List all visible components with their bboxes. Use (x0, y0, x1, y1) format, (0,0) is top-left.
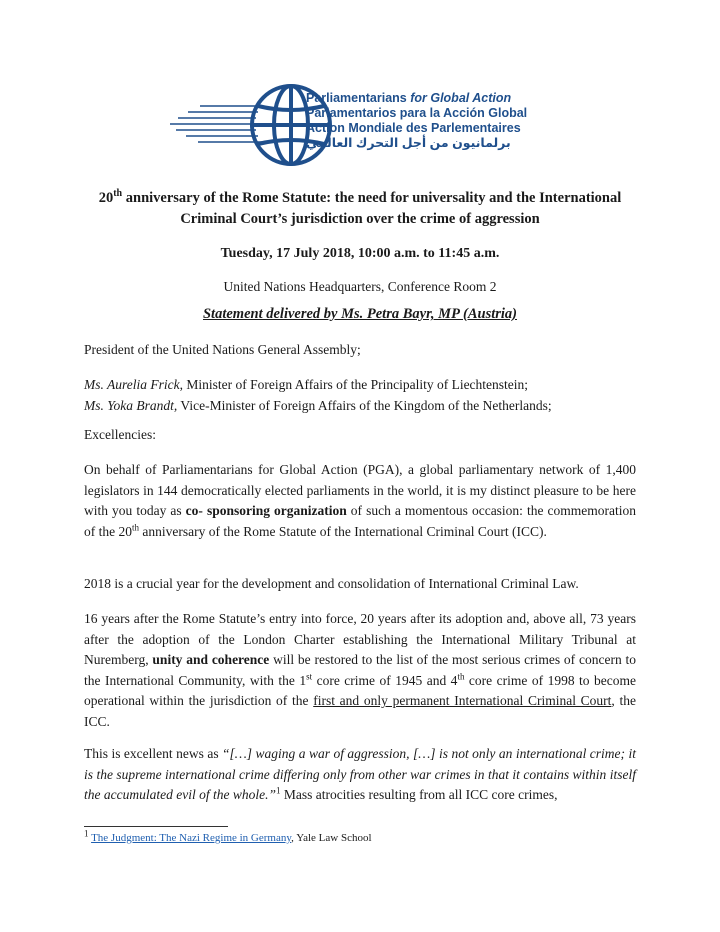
statement-heading: Statement delivered by Ms. Petra Bayr, MP (Austria) (202, 306, 517, 322)
pga-logo (170, 80, 570, 170)
logo-line-en-italic: for Global Action (410, 91, 512, 105)
logo-line-es: Parlamentarios para la Acción Global (306, 106, 528, 120)
footnote-divider (84, 826, 228, 827)
paragraph-rome-statute: 16 years after the Rome Statute’s entry into force, 20 years after its adoption and, above all, 73 years after the adoption of the London Charter establishing the International Military Tribunal at Nuremberg, unity and coherence will be restored to the list of the most serious crimes of concern to the International Community, with the 1st core crime of 1945 and 4th core crime of 1998 to become operational within the jurisdiction of the first and only permanent International Criminal Court, the ICC. (84, 611, 636, 729)
salutation-excellencies: Excellencies: (84, 427, 156, 442)
salutation-ministers: Ms. Aurelia Frick, Minister of Foreign Affairs of the Principality of Liechtenstein; Ms. Yoka Brandt, Vice-Minister of Foreign Affairs of the Kingdom of the Netherlands; (84, 377, 552, 413)
footnote: $^1$ The Judgment: The Nazi Regime in Germany, Yale Law School (84, 828, 372, 844)
footnote-ref[interactable]: 1 (275, 785, 281, 796)
logo-text (306, 91, 527, 151)
logo-line-fr: Action Mondiale des Parlementaires (306, 121, 521, 135)
event-venue: United Nations Headquarters, Conference Room 2 (223, 279, 497, 294)
footnote-link[interactable]: The Judgment: The Nazi Regime in Germany (91, 832, 292, 844)
logo-line-en: Parliamentarians (306, 91, 411, 105)
salutation-president: President of the United Nations General Assembly; (84, 342, 361, 357)
paragraph-intro: On behalf of Parliamentarians for Global Action (PGA), a global parliamentary network of 1,400 legislators in 144 democratically elected parliaments in the world, it is my distinct pleasure to be here with you today as co- sponsoring organization of such a momentous occasion: the commemoration of the 20th anniversary of the Rome Statute of the International Criminal Court (ICC). (84, 462, 636, 539)
paragraph-2018: 2018 is a crucial year for the development and consolidation of International Criminal Law. (84, 576, 579, 591)
event-date: Tuesday, 17 July 2018, 10:00 a.m. to 11:45 a.m. (220, 246, 500, 261)
logo-line-ar: برلمانيون من أجل التحرك العالمي (306, 136, 511, 150)
document-title: 20th anniversary of the Rome Statute: the need for universality and the International Criminal Court’s jurisdiction over the crime of aggression (98, 188, 622, 227)
paragraph-aggression: This is excellent news as “[…] waging a war of aggression, […] is not only an international crime; it is the supreme international crime differing only from other war crimes in that it contains within itself the accumulated evil of the whole.”$^1$ Mass atrocities resulting from all ICC core crimes, (84, 746, 636, 802)
